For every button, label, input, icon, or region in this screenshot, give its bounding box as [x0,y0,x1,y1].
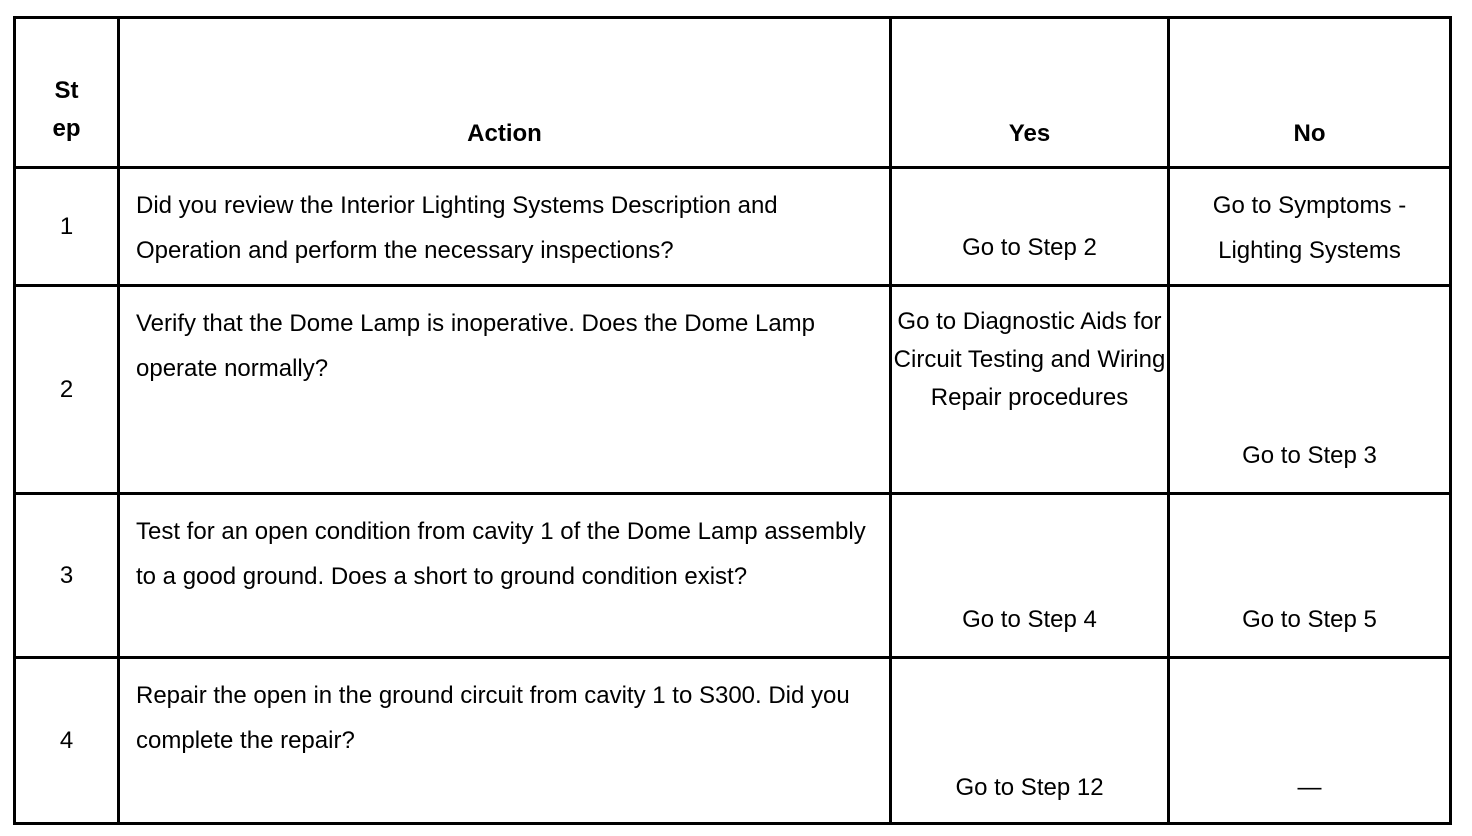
table-row [15,286,1451,494]
diagnostic-table [13,16,1452,825]
yes-outcome: Go to Step 2 [891,168,1169,286]
step-number: 4 [15,658,119,824]
no-outcome: Go to Symptoms - Lighting Systems [1169,168,1451,286]
table-header-row [15,18,1451,168]
yes-outcome: Go to Step 12 [891,658,1169,824]
action-column-header: Action [119,18,891,168]
step-number: 3 [15,494,119,658]
table-row [15,168,1451,286]
step-number: 1 [15,168,119,286]
step-header-line1: St [54,77,79,104]
action-text: Verify that the Dome Lamp is inoperative. Does the Dome Lamp operate normally? [119,286,891,494]
no-outcome: Go to Step 5 [1169,494,1451,658]
action-text: Did you review the Interior Lighting Systems Description and Operation and perform the necessary inspections? [119,168,891,286]
step-number: 2 [15,286,119,494]
yes-outcome: Go to Step 4 [891,494,1169,658]
no-column-header: No [1169,18,1451,168]
step-column-header [15,18,119,168]
yes-outcome: Go to Diagnostic Aids for Circuit Testing and Wiring Repair procedures [891,286,1169,494]
action-text: Test for an open condition from cavity 1 of the Dome Lamp assembly to a good ground. Does a short to ground condition exist? [119,494,891,658]
action-text: Repair the open in the ground circuit from cavity 1 to S300. Did you complete the repair? [119,658,891,824]
step-header-line2: ep [52,115,81,142]
table-row [15,658,1451,824]
no-outcome: Go to Step 3 [1169,286,1451,494]
yes-column-header: Yes [891,18,1169,168]
no-outcome: — [1169,658,1451,824]
table-row [15,494,1451,658]
